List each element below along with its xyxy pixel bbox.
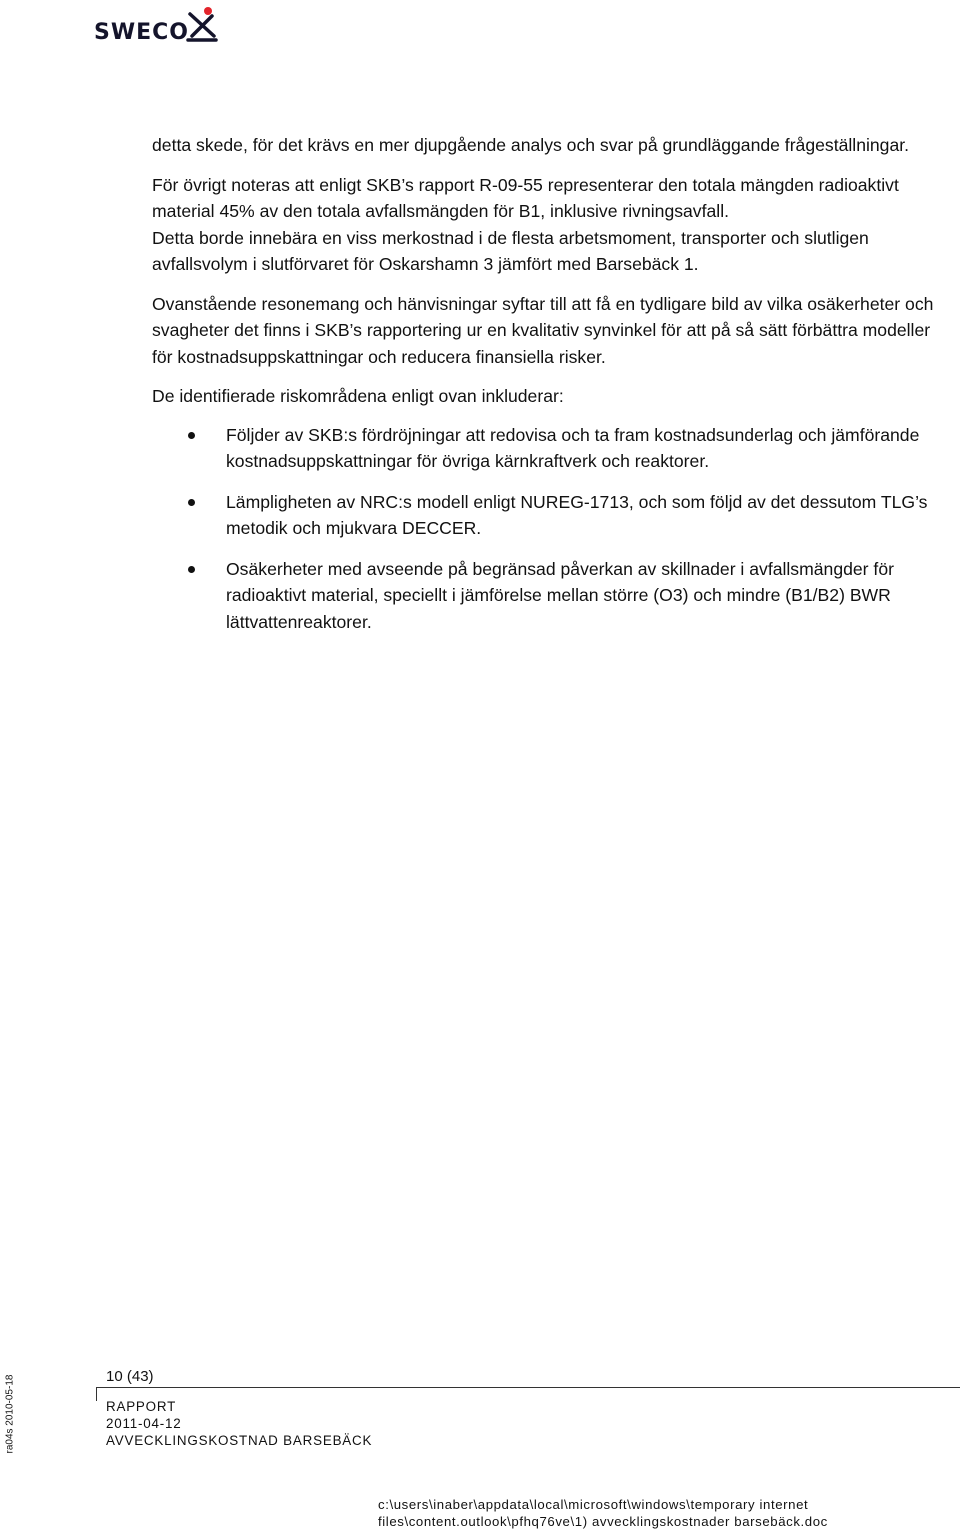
list-item-text: Följder av SKB:s fördröjningar att redovisa och ta fram kostnadsunderlag och jämförande kostnadsuppskattningar för övriga kärnkraftverk och reaktorer.: [226, 424, 920, 471]
risk-list: [152, 422, 952, 636]
footer-title: AVVECKLINGSKOSTNAD BARSEBÄCK: [106, 1433, 373, 1448]
footer-info: [106, 1398, 372, 1449]
footer-divider-tick: [96, 1387, 97, 1401]
file-path: [378, 1496, 828, 1530]
file-path-line: c:\users\inaber\appdata\local\microsoft\windows\temporary internet: [378, 1497, 809, 1512]
paragraph-intro: detta skede, för det krävs en mer djupgående analys och svar på grundläggande frågeställningar.: [152, 135, 910, 155]
logo-wordmark: SWECO: [94, 20, 189, 45]
document-body: [152, 132, 952, 649]
list-item: [152, 489, 952, 542]
bullet-icon: [188, 566, 195, 573]
page-number: 10 (43): [106, 1368, 154, 1385]
footer-doc-type: RAPPORT: [106, 1399, 177, 1414]
paragraph-merkostnad: Detta borde innebära en viss merkostnad i de flesta arbetsmoment, transporter och slutligen avfallsvolym i slutförvaret för Oskarshamn 3 jämfört med Barsebäck 1.: [152, 227, 869, 274]
paragraph-skb-report: För övrigt noteras att enligt SKB’s rapport R-09-55 representerar den totala mängden radioaktivt material 45% av den totala avfallsmängden för B1, inklusive rivningsavfall.: [152, 174, 899, 221]
sweco-logo: [94, 6, 224, 46]
list-item: [152, 556, 952, 636]
paragraph-resonemang: Ovanstående resonemang och hänvisningar syftar till att få en tydligare bild av vilka osäkerheter och svagheter det finns i SKB’s rapportering ur en kvalitativ synvinkel för att på så sätt förbättra modeller för kostnadsuppskattningar och reducera finansiella risker.: [152, 293, 934, 367]
list-item: [152, 422, 952, 475]
paragraph-riskomraden: De identifierade riskområdena enligt ovan inkluderar:: [152, 386, 564, 406]
sweco-figure-icon: [184, 6, 218, 44]
footer-divider: [96, 1387, 960, 1388]
bullet-icon: [188, 432, 195, 439]
template-code-text: ra04s 2010-05-18: [4, 1374, 16, 1454]
template-code: [0, 1374, 20, 1454]
footer-date: 2011-04-12: [106, 1416, 182, 1431]
list-item-text: Lämpligheten av NRC:s modell enligt NUREG-1713, och som följd av det dessutom TLG’s metodik och mjukvara DECCER.: [226, 491, 928, 538]
list-item-text: Osäkerheter med avseende på begränsad påverkan av skillnader i avfallsmängder för radioaktivt material, speciellt i jämförelse mellan större (O3) och mindre (B1/B2) BWR lättvattenreaktorer.: [226, 558, 894, 632]
file-path-line: files\content.outlook\pfhq76ve\1) avvecklingskostnader barsebäck.doc: [378, 1514, 828, 1529]
bullet-icon: [188, 499, 195, 506]
